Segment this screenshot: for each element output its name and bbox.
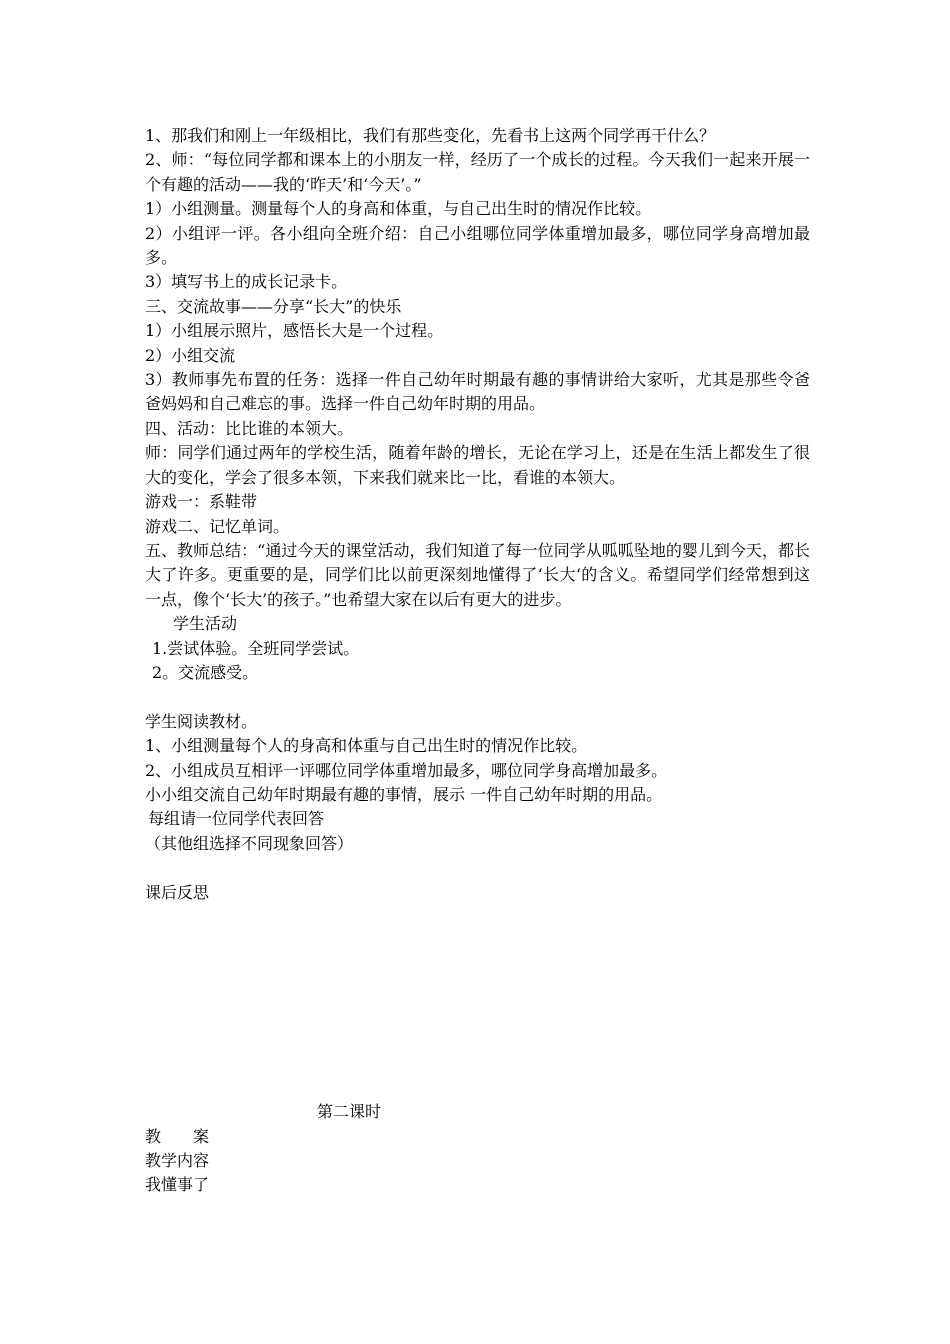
paragraph: 师：同学们通过两年的学校生活，随着年龄的增长，无论在学习上，还是在生活上都发生了很大的变化，学会了很多本领，下来我们就来比一比，看谁的本领大。: [145, 443, 810, 487]
paragraph: 1）小组展示照片，感悟长大是一个过程。: [145, 321, 444, 341]
document-body: [145, 124, 810, 1198]
lesson-plan-label: [145, 1125, 810, 1149]
paragraph: 1、那我们和刚上一年级相比，我们有那些变化，先看书上这两个同学再干什么？: [145, 126, 716, 145]
blank-line: [145, 1051, 810, 1075]
section-heading: 五、教师总结：“通过今天的课堂活动，我们知道了每一位同学从呱呱坠地的婴儿到今天，都长大了许多。更重要的是，同学们比以前更深刻地懂得了‘长大‘的含义。希望同学们经常想到这一点，像个‘长大’的孩子。”也希望大家在以后有更大的进步。: [145, 540, 810, 609]
blank-line: [145, 856, 810, 880]
reading-line: 1、小组测量每个人的身高和体重与自己出生时的情况作比较。: [145, 736, 588, 756]
blank-line: [145, 978, 810, 1002]
student-activity-item: 1.尝试体验。全班同学尝试。: [152, 638, 360, 658]
paragraph: 2）小组评一评。各小组向全班介绍：自己小组哪位同学体重增加最多，哪位同学身高增加最多。: [145, 223, 810, 268]
blank-line: [145, 1076, 810, 1100]
lesson-topic: 我懂事了: [145, 1175, 210, 1195]
lesson-title: 第二课时: [317, 1102, 382, 1122]
paragraph: 3）教师事先布置的任务：选择一件自己幼年时期最有趣的事情讲给大家听，尤其是那些令爸爸妈妈和自己难忘的事。选择一件自己幼年时期的用品。: [145, 370, 810, 414]
blank-line: [145, 905, 810, 929]
reflection-heading: 课后反思: [145, 882, 210, 902]
paragraph: 1）小组测量。测量每个人的身高和体重，与自己出生时的情况作比较。: [145, 199, 652, 219]
paragraph: 游戏二、记忆单词。: [145, 516, 290, 536]
paragraph: 2、师：“每位同学都和课本上的小朋友一样，经历了一个成长的过程。今天我们一起来开展一个有趣的活动——我的‘昨天’和‘今天’。”: [145, 150, 810, 194]
other-note: （其他组选择不同现象回答）: [145, 833, 354, 853]
reading-line: 2、小组成员互相评一评哪位同学体重增加最多，哪位同学身高增加最多。: [145, 760, 668, 780]
blank-line: [145, 1027, 810, 1051]
content-label: 教学内容: [145, 1150, 210, 1170]
blank-line: [145, 685, 810, 709]
student-activity-item: 2。交流感受。: [152, 662, 259, 682]
blank-line: [145, 929, 810, 953]
reading-line: 小小组交流自己幼年时期最有趣的事情，展示 一件自己幼年时期的用品。: [145, 784, 663, 804]
paragraph: 2）小组交流: [145, 345, 236, 365]
paragraph: 游戏一：系鞋带: [145, 492, 258, 512]
blank-line: [145, 1003, 810, 1027]
section-heading: 四、活动：比比谁的本领大。: [145, 418, 354, 438]
section-heading: 三、交流故事——分享“长大”的快乐: [145, 296, 402, 316]
paragraph: 3）填写书上的成长记录卡。: [145, 272, 348, 292]
reading-line: 学生阅读教材。: [145, 711, 258, 731]
answer-note: 每组请一位同学代表回答: [148, 809, 325, 829]
student-activity-heading: 学生活动: [173, 614, 238, 634]
lesson-plan-char: 教: [145, 1126, 162, 1146]
blank-line: [145, 954, 810, 978]
lesson-plan-char: 案: [193, 1126, 210, 1146]
